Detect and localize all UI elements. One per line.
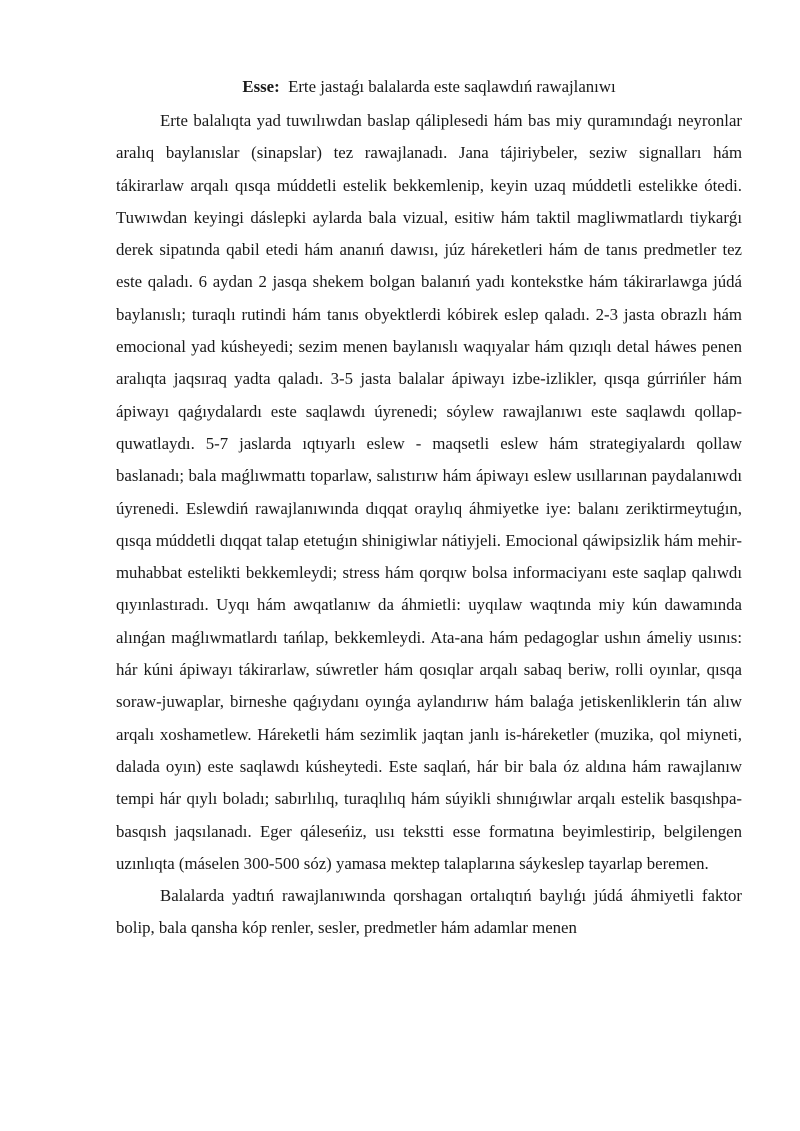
essay-body bbox=[116, 74, 742, 945]
essay-title bbox=[116, 74, 742, 100]
essay-title-text: Erte jastaǵı balalarda este saqlawdıń rawajlanıwı bbox=[288, 77, 616, 96]
essay-title-label: Esse: bbox=[242, 77, 280, 96]
essay-paragraph-2: Balalarda yadtıń rawajlanıwında qorshagan ortalıqtıń baylıǵı júdá áhmiyetli faktor bolip, bala qansha kóp renler, sesler, predmetler hám adamlar menen bbox=[116, 886, 742, 938]
essay-paragraph-1: Erte balalıqta yad tuwılıwdan baslap qáliplesedi hám bas miy quramındaǵı neyronlar aralıq baylanıslar (sinapslar) tez rawajlanadı. Jana tájiriybeler, seziw signalları hám tákirarlaw arqalı qısqa múddetli estelik bekkemlenip, keyin uzaq múddetli estelikke ótedi. Tuwıwdan keyingi dáslepki aylarda bala vizual, esitiw hám taktil magliwmatlardı tiykarǵı derek sipatında qabil etedi hám ananıń dawısı, júz háreketleri hám de tanıs predmetler tez este qaladı. 6 aydan 2 jasqa shekem bolgan balanıń yadı kontekstke hám tákirarlawga júdá baylanıslı; turaqlı rutindi hám tanıs obyektlerdi kóbirek eslep qaladı. 2-3 jasta obrazlı hám emocional yad kúsheyedi; sezim menen baylanıslı waqıyalar hám qızıqlı detal háwes penen aralıqta jaqsıraq yadta qaladı. 3-5 jasta balalar ápiwayı izbe-izlikler, qısqa gúrrińler hám ápiwayı qaǵıydalardı este saqlawdı úyrenedi; sóylew rawajlanıwı este saqlawdı qollap-quwatlaydı. 5-7 jaslarda ıqtıyarlı eslew - maqsetli eslew hám strategiyalardı qollaw baslanadı; bala maǵlıwmattı toparlaw, salıstırıw hám ápiwayı eslew usıllarınan paydalanıwdı úyrenedi. Eslewdiń rawajlanıwında dıqqat oraylıq áhmiyetke iye: balanı zeriktirmeytuǵın, qısqa múddetli dıqqat talap etetuǵın shinigiwlar nátiyjeli. Emocional qáwipsizlik hám mehir-muhabbat estelikti bekkemleydi; stress hám qorqıw bolsa informaciyanı este saqlap qalıwdı qıyınlastıradı. Uyqı hám awqatlanıw da áhmietli: uyqılaw waqtında miy kún dawamında alınǵan maǵlıwmatlardı tańlap, bekkemleydi. Ata-ana hám pedagoglar ushın ámeliy usınıs: hár kúni ápiwayı tákirarlaw, súwretler hám qosıqlar arqalı sabaq beriw, rolli oyınlar, qısqa soraw-juwaplar, birneshe qaǵıydanı oyınǵa aylandırıw hám balaǵa jetiskenliklerin tán alıw arqalı xoshametlew. Háreketli hám sezimlik jaqtan janlı is-háreketler (muzika, qol miyneti, dalada oyın) este saqlawdı kúsheytedi. Este saqlań, hár bir bala óz aldına hám rawajlanıw tempi hár qıylı boladı; sabırlılıq, turaqlılıq hám súyikli shınıǵıwlar arqalı estelik basqıshpa-basqısh jaqsılanadı. Eger qáleseńiz, usı tekstti esse formatına beyimlestirip, belgilengen uzınlıqta (máselen 300-500 sóz) yamasa mektep talaplarına sáykeslep tayarlap beremen. bbox=[116, 111, 742, 873]
